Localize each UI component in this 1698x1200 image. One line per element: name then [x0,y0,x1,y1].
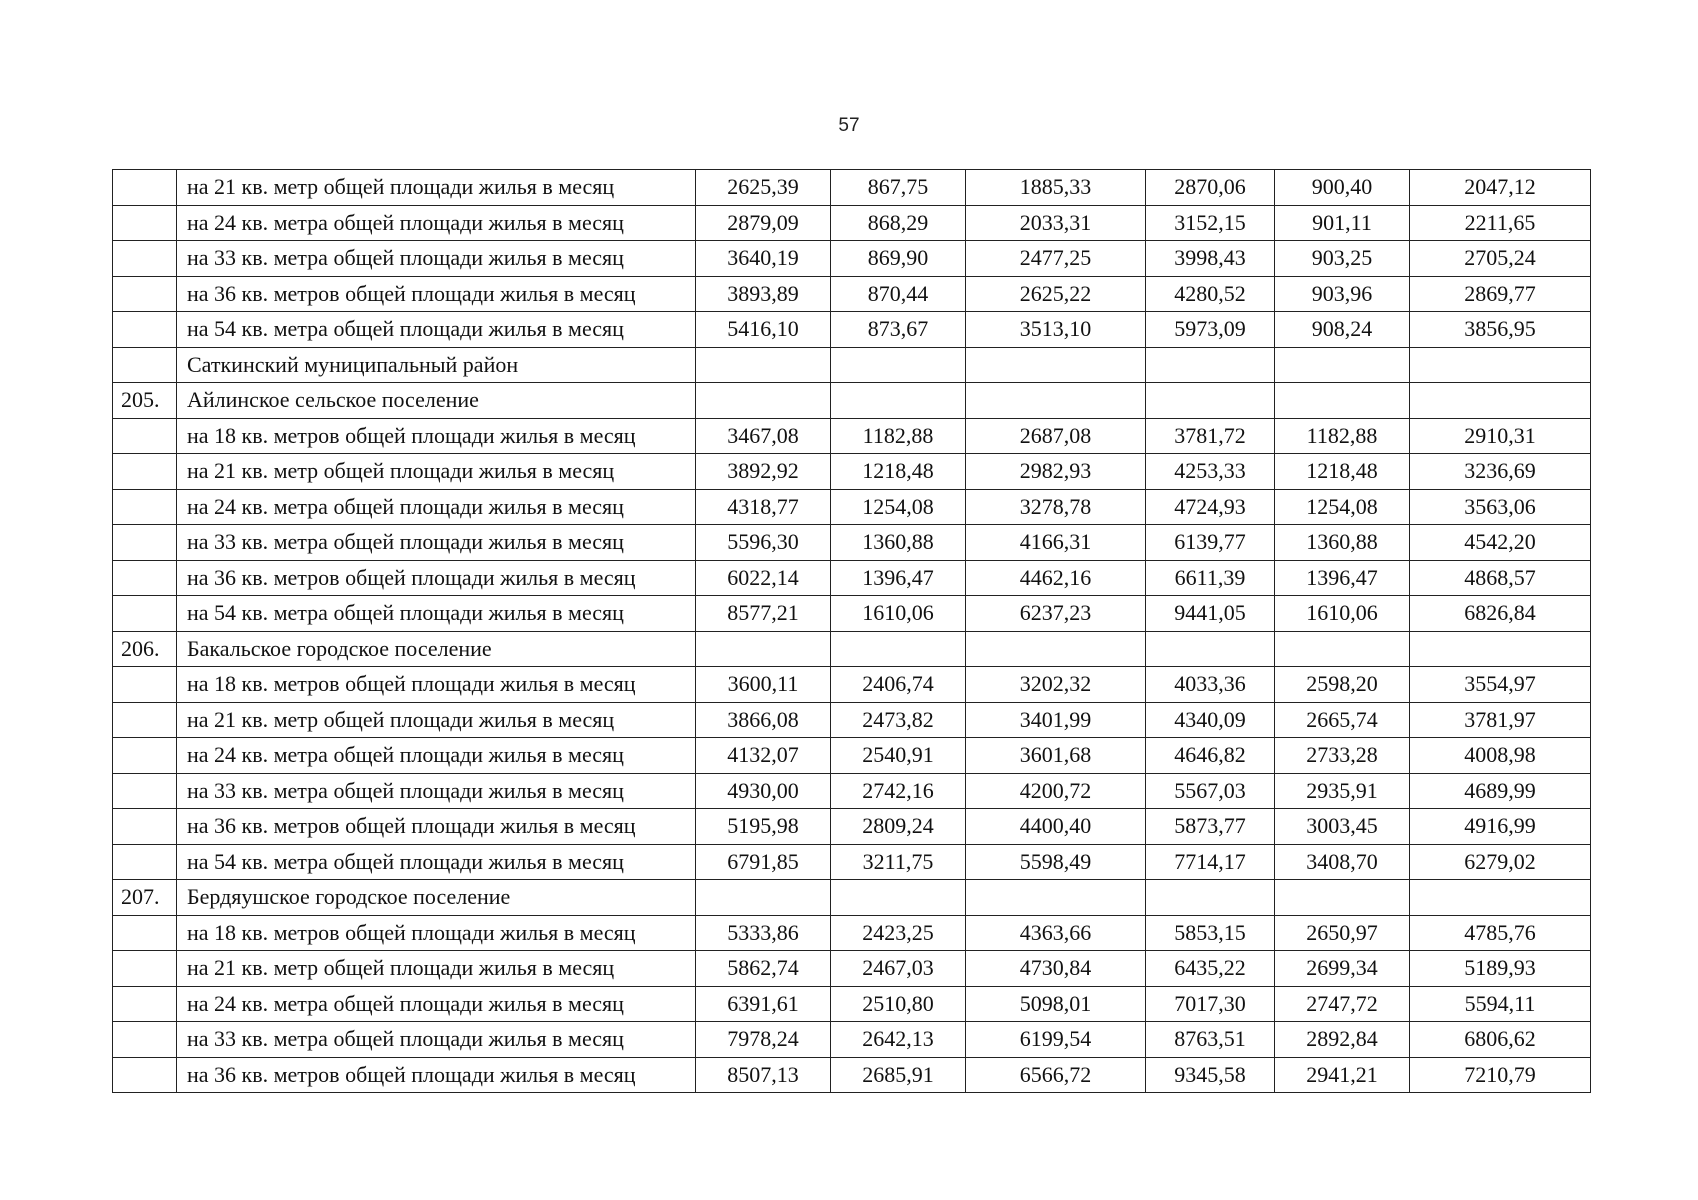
row-label: на 54 кв. метра общей площади жилья в месяц [177,596,696,632]
value-cell-5: 1610,06 [1275,596,1410,632]
value-cell-4 [1146,347,1275,383]
value-cell-5: 2650,97 [1275,915,1410,951]
value-cell-3: 3202,32 [966,667,1146,703]
row-label: на 33 кв. метра общей площади жилья в месяц [177,1022,696,1058]
row-label: на 21 кв. метр общей площади жилья в месяц [177,170,696,206]
row-number [113,667,177,703]
value-cell-1: 5416,10 [696,312,831,348]
value-cell-2: 867,75 [831,170,966,206]
table-row [113,454,1591,490]
row-label: на 36 кв. метров общей площади жилья в месяц [177,1057,696,1093]
value-cell-5: 2747,72 [1275,986,1410,1022]
page-number: 57 [838,115,860,136]
value-cell-6: 3781,97 [1410,702,1591,738]
value-cell-4 [1146,880,1275,916]
value-cell-1: 5333,86 [696,915,831,951]
value-cell-3: 4400,40 [966,809,1146,845]
value-cell-4: 5973,09 [1146,312,1275,348]
value-cell-4: 6139,77 [1146,525,1275,561]
row-label: на 24 кв. метра общей площади жилья в месяц [177,738,696,774]
value-cell-2: 2642,13 [831,1022,966,1058]
value-cell-5: 2733,28 [1275,738,1410,774]
value-cell-2: 2685,91 [831,1057,966,1093]
value-cell-4: 3998,43 [1146,241,1275,277]
value-cell-1: 5195,98 [696,809,831,845]
row-number [113,702,177,738]
value-cell-4: 4033,36 [1146,667,1275,703]
value-cell-6: 6826,84 [1410,596,1591,632]
value-cell-6: 2211,65 [1410,205,1591,241]
row-number [113,454,177,490]
value-cell-3: 5598,49 [966,844,1146,880]
row-number [113,489,177,525]
table-row [113,702,1591,738]
row-label: на 36 кв. метров общей площади жилья в месяц [177,809,696,845]
row-label: Айлинское сельское поселение [177,383,696,419]
row-number [113,241,177,277]
row-label: на 18 кв. метров общей площади жилья в месяц [177,418,696,454]
value-cell-5: 2699,34 [1275,951,1410,987]
value-cell-5: 1360,88 [1275,525,1410,561]
row-number [113,986,177,1022]
value-cell-6: 2910,31 [1410,418,1591,454]
value-cell-5: 2665,74 [1275,702,1410,738]
value-cell-3: 6237,23 [966,596,1146,632]
row-number [113,915,177,951]
value-cell-3 [966,631,1146,667]
data-table [112,169,1591,1093]
value-cell-5: 908,24 [1275,312,1410,348]
row-label: на 54 кв. метра общей площади жилья в месяц [177,844,696,880]
row-number: 206. [113,631,177,667]
row-number [113,773,177,809]
value-cell-1 [696,347,831,383]
row-label: Бакальское городское поселение [177,631,696,667]
table-row [113,560,1591,596]
table-row [113,809,1591,845]
table-row [113,1022,1591,1058]
value-cell-6 [1410,631,1591,667]
value-cell-6: 3554,97 [1410,667,1591,703]
value-cell-1: 7978,24 [696,1022,831,1058]
value-cell-1: 6022,14 [696,560,831,596]
value-cell-1: 4132,07 [696,738,831,774]
row-label: на 24 кв. метра общей площади жилья в месяц [177,489,696,525]
row-number [113,951,177,987]
table-row [113,880,1591,916]
table-row [113,738,1591,774]
value-cell-2: 3211,75 [831,844,966,880]
value-cell-2: 2473,82 [831,702,966,738]
value-cell-5: 1218,48 [1275,454,1410,490]
table-row [113,667,1591,703]
value-cell-5: 2598,20 [1275,667,1410,703]
row-number [113,1057,177,1093]
value-cell-4: 7017,30 [1146,986,1275,1022]
value-cell-1: 6391,61 [696,986,831,1022]
value-cell-4 [1146,383,1275,419]
value-cell-5: 3408,70 [1275,844,1410,880]
value-cell-5 [1275,347,1410,383]
row-label: на 33 кв. метра общей площади жилья в месяц [177,241,696,277]
value-cell-4: 4280,52 [1146,276,1275,312]
value-cell-6: 2705,24 [1410,241,1591,277]
value-cell-1: 3893,89 [696,276,831,312]
row-number [113,525,177,561]
row-number [113,1022,177,1058]
value-cell-2: 2467,03 [831,951,966,987]
value-cell-1: 3600,11 [696,667,831,703]
value-cell-4: 4340,09 [1146,702,1275,738]
value-cell-2: 2423,25 [831,915,966,951]
value-cell-4: 9441,05 [1146,596,1275,632]
value-cell-3: 1885,33 [966,170,1146,206]
value-cell-2: 2809,24 [831,809,966,845]
value-cell-4: 6435,22 [1146,951,1275,987]
value-cell-3: 2033,31 [966,205,1146,241]
table-row [113,773,1591,809]
value-cell-3: 6199,54 [966,1022,1146,1058]
value-cell-5: 903,25 [1275,241,1410,277]
value-cell-3: 3278,78 [966,489,1146,525]
row-number [113,312,177,348]
value-cell-2: 1396,47 [831,560,966,596]
value-cell-3: 2477,25 [966,241,1146,277]
value-cell-5: 2935,91 [1275,773,1410,809]
value-cell-1 [696,383,831,419]
table-row [113,312,1591,348]
value-cell-3: 4200,72 [966,773,1146,809]
value-cell-4: 2870,06 [1146,170,1275,206]
row-number: 207. [113,880,177,916]
value-cell-6 [1410,383,1591,419]
row-label: на 33 кв. метра общей площади жилья в месяц [177,773,696,809]
row-number [113,560,177,596]
value-cell-5: 1182,88 [1275,418,1410,454]
value-cell-2 [831,631,966,667]
value-cell-6 [1410,880,1591,916]
value-cell-3: 5098,01 [966,986,1146,1022]
value-cell-5: 903,96 [1275,276,1410,312]
value-cell-4: 6611,39 [1146,560,1275,596]
row-number [113,347,177,383]
value-cell-6: 5594,11 [1410,986,1591,1022]
value-cell-6: 3236,69 [1410,454,1591,490]
row-label: Саткинский муниципальный район [177,347,696,383]
row-label: на 18 кв. метров общей площади жилья в месяц [177,667,696,703]
value-cell-2 [831,383,966,419]
table-row [113,844,1591,880]
row-number [113,844,177,880]
value-cell-2 [831,880,966,916]
table-row [113,951,1591,987]
value-cell-4: 5567,03 [1146,773,1275,809]
value-cell-1: 4930,00 [696,773,831,809]
value-cell-3: 2625,22 [966,276,1146,312]
value-cell-5: 2941,21 [1275,1057,1410,1093]
value-cell-6: 3856,95 [1410,312,1591,348]
value-cell-4: 3781,72 [1146,418,1275,454]
value-cell-5 [1275,631,1410,667]
value-cell-3 [966,347,1146,383]
value-cell-2: 1610,06 [831,596,966,632]
value-cell-6 [1410,347,1591,383]
table-row [113,205,1591,241]
row-label: на 21 кв. метр общей площади жилья в месяц [177,951,696,987]
table-row [113,489,1591,525]
row-label: на 18 кв. метров общей площади жилья в месяц [177,915,696,951]
value-cell-3: 4462,16 [966,560,1146,596]
table-row [113,170,1591,206]
value-cell-3: 4166,31 [966,525,1146,561]
row-number [113,738,177,774]
value-cell-6: 4008,98 [1410,738,1591,774]
value-cell-1: 3866,08 [696,702,831,738]
value-cell-2: 1218,48 [831,454,966,490]
value-cell-5 [1275,880,1410,916]
value-cell-5: 1254,08 [1275,489,1410,525]
value-cell-2: 2540,91 [831,738,966,774]
table-row [113,418,1591,454]
row-number [113,596,177,632]
value-cell-2: 2406,74 [831,667,966,703]
value-cell-1: 6791,85 [696,844,831,880]
value-cell-3 [966,383,1146,419]
table-row [113,347,1591,383]
value-cell-1: 3467,08 [696,418,831,454]
value-cell-5 [1275,383,1410,419]
value-cell-6: 2047,12 [1410,170,1591,206]
value-cell-6: 5189,93 [1410,951,1591,987]
value-cell-4: 5853,15 [1146,915,1275,951]
value-cell-2: 2510,80 [831,986,966,1022]
value-cell-6: 4785,76 [1410,915,1591,951]
value-cell-1: 8577,21 [696,596,831,632]
value-cell-6: 3563,06 [1410,489,1591,525]
value-cell-4: 5873,77 [1146,809,1275,845]
value-cell-2: 870,44 [831,276,966,312]
row-label: на 24 кв. метра общей площади жилья в месяц [177,986,696,1022]
value-cell-2: 1254,08 [831,489,966,525]
value-cell-1: 2879,09 [696,205,831,241]
table-row [113,383,1591,419]
row-label: на 24 кв. метра общей площади жилья в месяц [177,205,696,241]
value-cell-6: 4916,99 [1410,809,1591,845]
table-row [113,525,1591,561]
value-cell-5: 3003,45 [1275,809,1410,845]
table-row [113,631,1591,667]
value-cell-3: 6566,72 [966,1057,1146,1093]
value-cell-3 [966,880,1146,916]
value-cell-6: 4868,57 [1410,560,1591,596]
row-label: на 21 кв. метр общей площади жилья в месяц [177,454,696,490]
table-row [113,241,1591,277]
row-number [113,170,177,206]
table-row [113,1057,1591,1093]
value-cell-3: 4363,66 [966,915,1146,951]
value-cell-4: 9345,58 [1146,1057,1275,1093]
value-cell-3: 3513,10 [966,312,1146,348]
table-row [113,986,1591,1022]
row-label: на 21 кв. метр общей площади жилья в месяц [177,702,696,738]
value-cell-2: 1360,88 [831,525,966,561]
value-cell-3: 4730,84 [966,951,1146,987]
value-cell-6: 6806,62 [1410,1022,1591,1058]
value-cell-4: 7714,17 [1146,844,1275,880]
row-label: на 54 кв. метра общей площади жилья в месяц [177,312,696,348]
value-cell-1: 4318,77 [696,489,831,525]
value-cell-4: 4724,93 [1146,489,1275,525]
value-cell-4 [1146,631,1275,667]
value-cell-1: 5862,74 [696,951,831,987]
value-cell-5: 900,40 [1275,170,1410,206]
value-cell-6: 2869,77 [1410,276,1591,312]
row-label: на 33 кв. метра общей площади жилья в месяц [177,525,696,561]
row-label: Бердяушское городское поселение [177,880,696,916]
value-cell-2: 868,29 [831,205,966,241]
table-row [113,915,1591,951]
value-cell-6: 4689,99 [1410,773,1591,809]
value-cell-5: 2892,84 [1275,1022,1410,1058]
table-body [113,170,1591,1093]
table-row [113,276,1591,312]
value-cell-2 [831,347,966,383]
value-cell-2: 873,67 [831,312,966,348]
value-cell-4: 3152,15 [1146,205,1275,241]
value-cell-1: 3640,19 [696,241,831,277]
row-number: 205. [113,383,177,419]
row-label: на 36 кв. метров общей площади жилья в месяц [177,276,696,312]
value-cell-2: 869,90 [831,241,966,277]
value-cell-1 [696,880,831,916]
value-cell-2: 2742,16 [831,773,966,809]
value-cell-1 [696,631,831,667]
row-number [113,418,177,454]
value-cell-4: 4646,82 [1146,738,1275,774]
value-cell-1: 3892,92 [696,454,831,490]
row-number [113,809,177,845]
value-cell-6: 4542,20 [1410,525,1591,561]
value-cell-1: 2625,39 [696,170,831,206]
value-cell-5: 901,11 [1275,205,1410,241]
value-cell-4: 4253,33 [1146,454,1275,490]
value-cell-5: 1396,47 [1275,560,1410,596]
value-cell-4: 8763,51 [1146,1022,1275,1058]
value-cell-2: 1182,88 [831,418,966,454]
value-cell-3: 2982,93 [966,454,1146,490]
value-cell-3: 3401,99 [966,702,1146,738]
table-row [113,596,1591,632]
value-cell-3: 2687,08 [966,418,1146,454]
value-cell-1: 5596,30 [696,525,831,561]
row-label: на 36 кв. метров общей площади жилья в месяц [177,560,696,596]
row-number [113,276,177,312]
value-cell-1: 8507,13 [696,1057,831,1093]
value-cell-3: 3601,68 [966,738,1146,774]
row-number [113,205,177,241]
value-cell-6: 6279,02 [1410,844,1591,880]
value-cell-6: 7210,79 [1410,1057,1591,1093]
